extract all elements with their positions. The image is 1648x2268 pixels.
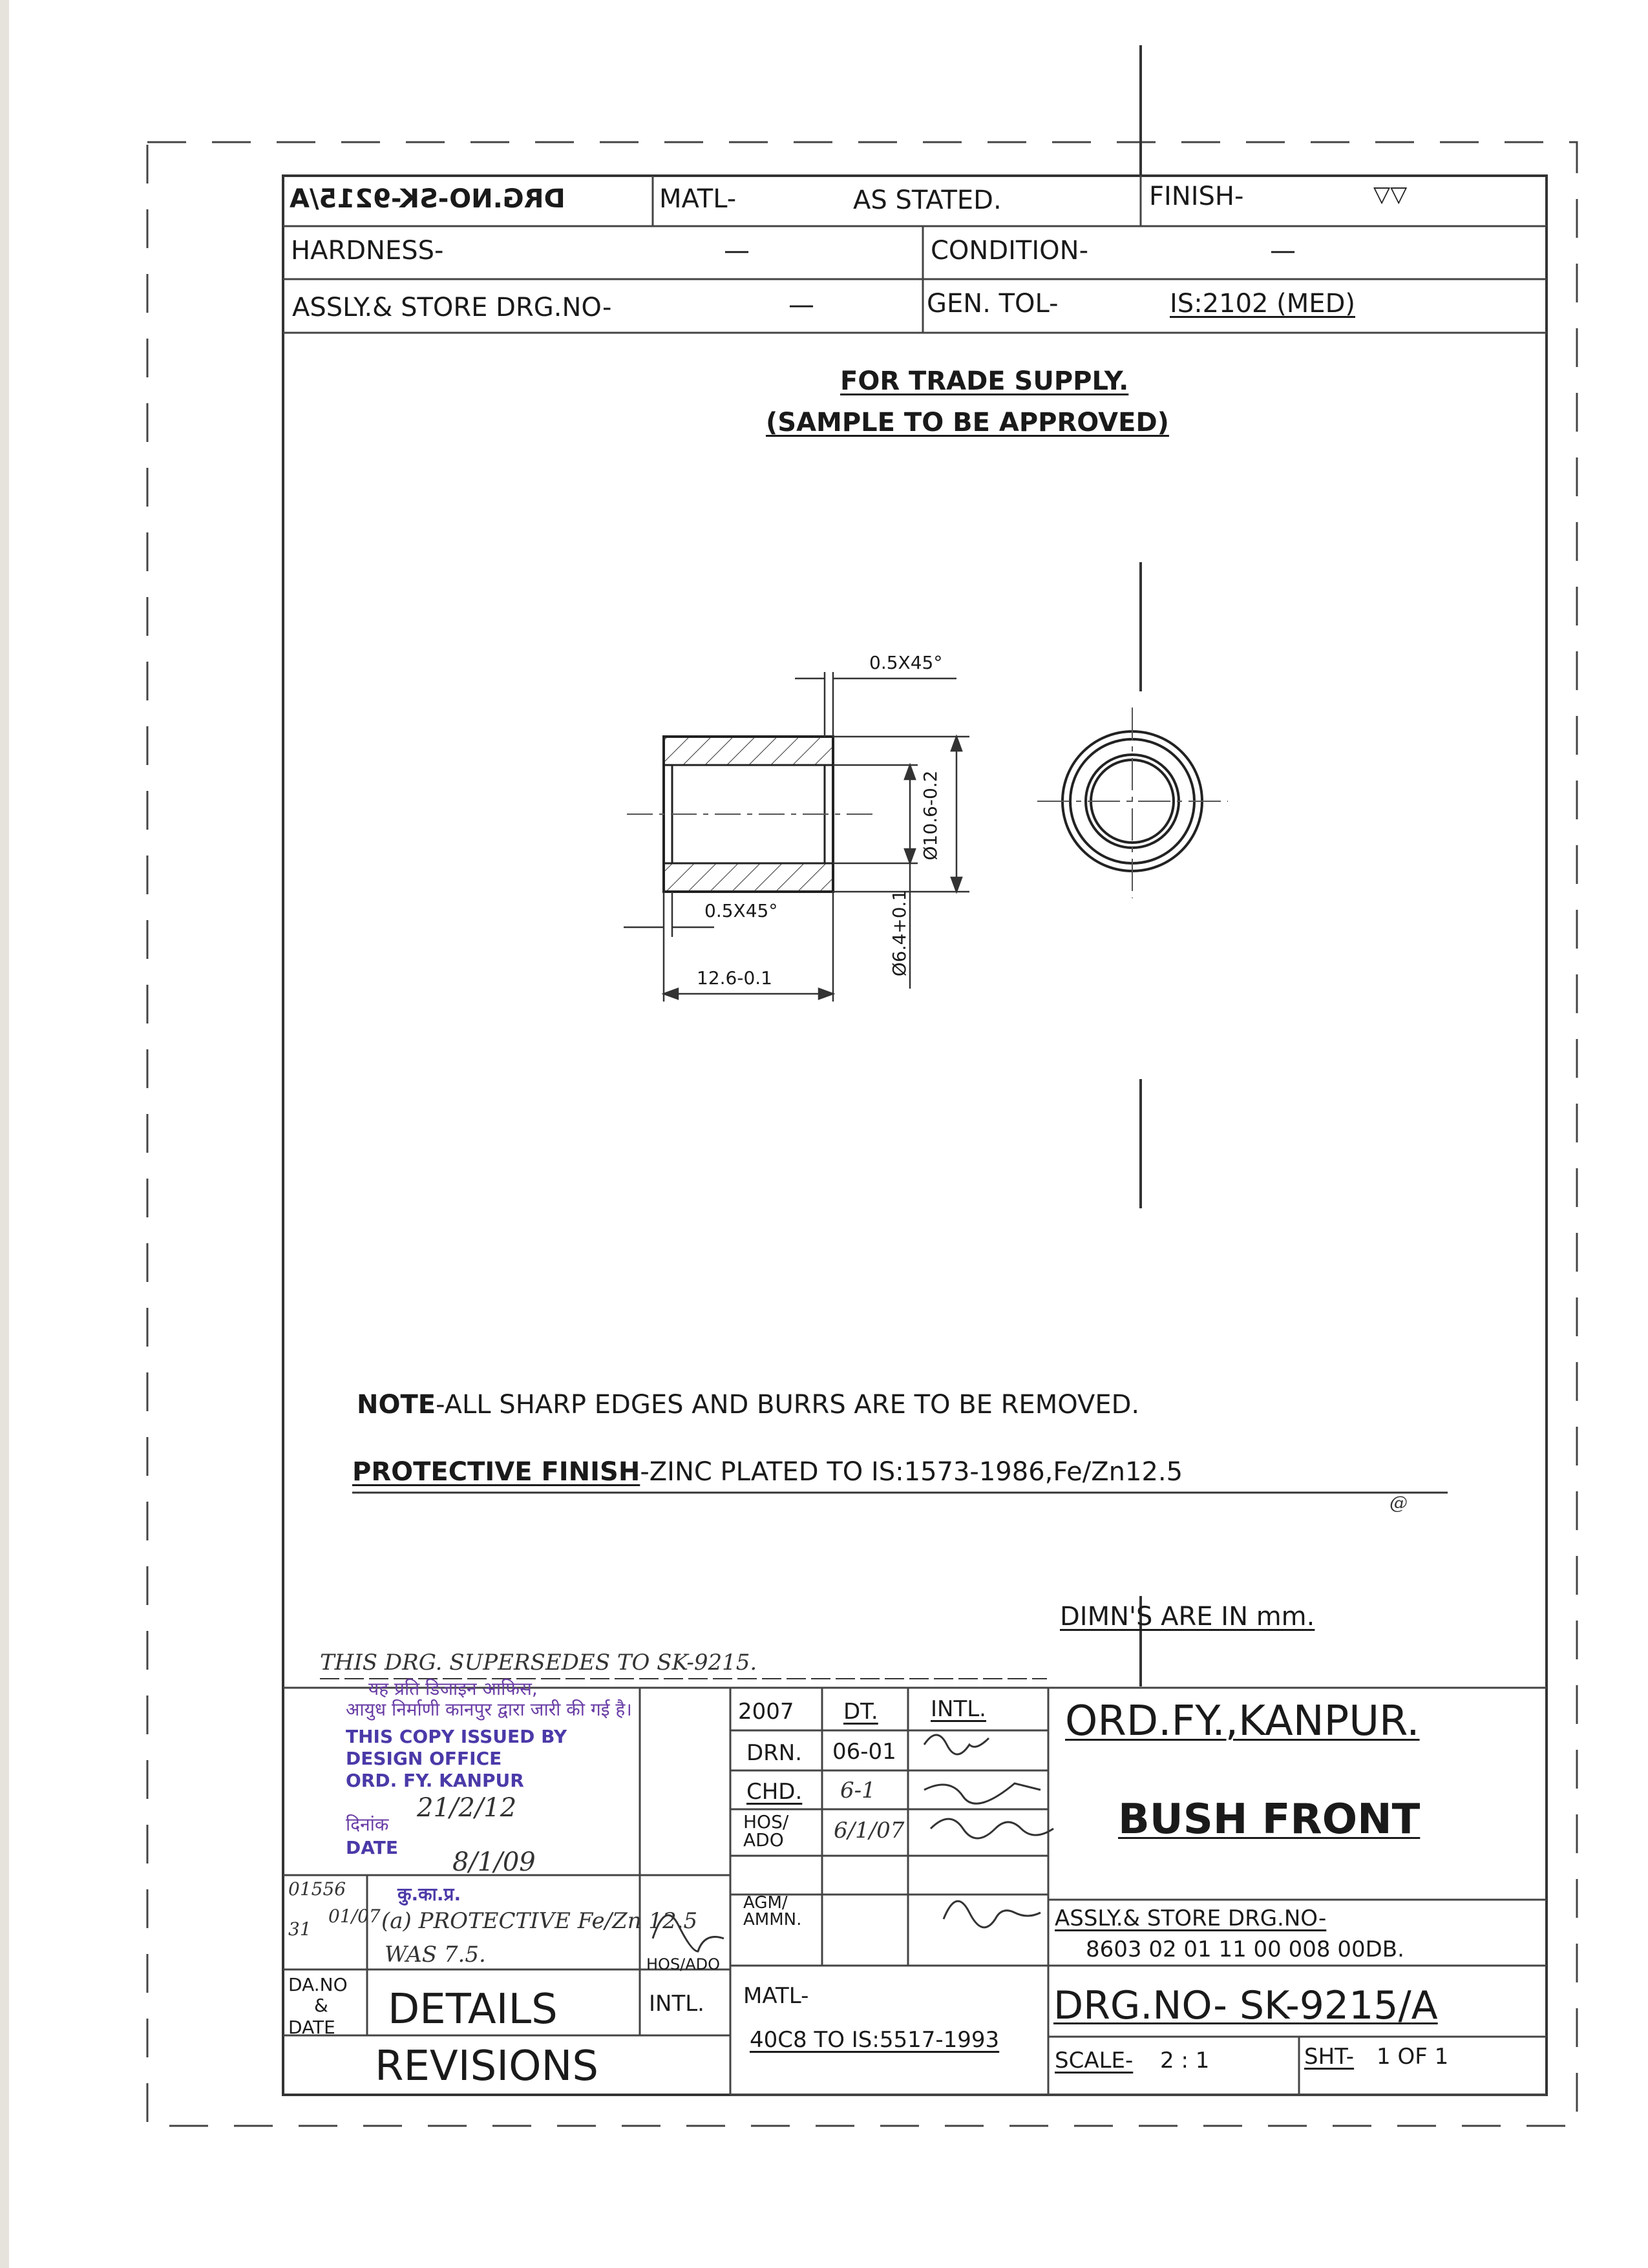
heading-sample-approved: (SAMPLE TO BE APPROVED) xyxy=(766,408,1169,437)
note-text: -ALL SHARP EDGES AND BURRS ARE TO BE REMOVED. xyxy=(436,1390,1140,1420)
sign-chd: CHD. xyxy=(746,1779,803,1805)
sign-matl-value: 40C8 TO IS:5517-1993 xyxy=(750,2027,1000,2053)
stamp-hindi-line1: यह प्रति डिजाइन आफिस, xyxy=(368,1678,538,1699)
stamp-line2: DESIGN OFFICE xyxy=(346,1748,502,1769)
part-name: BUSH FRONT xyxy=(1118,1796,1421,1843)
hardness-value: — xyxy=(724,236,750,266)
bush-wall-bottom xyxy=(664,863,833,892)
col-amp: & xyxy=(314,1995,328,2016)
bottom-assly-label: ASSLY.& STORE DRG.NO- xyxy=(1055,1906,1327,1931)
drg-no-mirrored: DRG.NO-SK-9215/A xyxy=(290,184,565,214)
sign-agm: AGM/ xyxy=(743,1893,788,1913)
col-da-no: DA.NO xyxy=(288,1974,348,1995)
sign-year: 2007 xyxy=(738,1699,794,1725)
sheet-label: SHT- xyxy=(1304,2044,1355,2070)
revision-detail-line1: (a) PROTECTIVE Fe/Zn 12.5 xyxy=(381,1908,698,1934)
dimension-lines xyxy=(624,672,969,1002)
revision-da-no: 01556 xyxy=(288,1878,346,1900)
bottom-drg-no: DRG.NO- SK-9215/A xyxy=(1053,1983,1438,2028)
bush-wall-top xyxy=(664,737,833,765)
finish-symbol: ▽▽ xyxy=(1373,182,1408,207)
heading-trade-supply: FOR TRADE SUPPLY. xyxy=(840,366,1129,396)
stamp-line3: ORD. FY. KANPUR xyxy=(346,1770,524,1791)
protective-finish-label: PROTECTIVE FINISH xyxy=(352,1457,640,1487)
sign-matl-label: MATL- xyxy=(743,1983,809,2009)
sign-dt: DT. xyxy=(843,1699,878,1725)
col-details: DETAILS xyxy=(388,1986,558,2033)
protective-finish-line xyxy=(352,1459,1183,1485)
assly-value: — xyxy=(788,290,814,320)
sign-ammn: AMMN. xyxy=(743,1910,802,1929)
stamp-line1: THIS COPY ISSUED BY xyxy=(346,1726,567,1747)
supersedes-note: THIS DRG. SUPERSEDES TO SK-9215. xyxy=(320,1650,757,1675)
assly-label: ASSLY.& STORE DRG.NO- xyxy=(292,293,612,322)
bottom-assly-value: 8603 02 01 11 00 008 00DB. xyxy=(1086,1937,1404,1962)
revision-detail-line2: WAS 7.5. xyxy=(385,1942,486,1968)
dim-length: 12.6-0.1 xyxy=(697,967,772,989)
dim-inner-dia: Ø6.4+0.1 xyxy=(889,889,910,977)
revision-date-frac: 01/07 xyxy=(328,1906,381,1927)
bush-side-view xyxy=(627,737,872,892)
scan-edge xyxy=(0,0,9,2268)
col-date: DATE xyxy=(288,2017,335,2038)
finish-label: FINISH- xyxy=(1149,182,1244,211)
revision-date-day: 31 xyxy=(288,1918,312,1940)
revision-stamp-label: कु.का.प्र. xyxy=(397,1884,461,1905)
bush-end-view xyxy=(1037,708,1228,898)
matl-value: AS STATED. xyxy=(853,185,1002,215)
col-intl: INTL. xyxy=(649,1991,704,2017)
dim-outer-dia: Ø10.6-0.2 xyxy=(920,770,941,861)
condition-label: CONDITION- xyxy=(931,236,1089,266)
sign-drn: DRN. xyxy=(746,1740,803,1766)
hardness-label: HARDNESS- xyxy=(291,236,444,266)
col-revisions: REVISIONS xyxy=(375,2042,598,2090)
note-label: NOTE xyxy=(357,1390,436,1420)
sign-drn-date: 06-01 xyxy=(832,1739,896,1765)
stamp-date-handwritten: 21/2/12 xyxy=(417,1793,517,1823)
revision-hos-ado: HOS/ADO xyxy=(646,1955,721,1973)
gen-tol-label: GEN. TOL- xyxy=(927,289,1059,319)
scale-label: SCALE- xyxy=(1055,2048,1134,2074)
protective-finish-text: -ZINC PLATED TO IS:1573-1986,Fe/Zn12.5 xyxy=(640,1457,1183,1487)
sheet-value: 1 OF 1 xyxy=(1377,2044,1449,2070)
note-line xyxy=(357,1392,1139,1418)
stamp-date-hindi: दिनांक xyxy=(346,1814,389,1835)
sign-intl: INTL. xyxy=(931,1696,986,1722)
scale-value: 2 : 1 xyxy=(1160,2048,1210,2074)
stamp-hindi-line2: आयुध निर्माणी कानपुर द्वारा जारी की गई है। xyxy=(346,1699,632,1720)
sign-hos: HOS/ xyxy=(743,1811,789,1832)
finish-annotation: @ xyxy=(1389,1492,1408,1513)
gen-tol-value: IS:2102 (MED) xyxy=(1170,289,1355,319)
dimensions-in-mm: DIMN'S ARE IN mm. xyxy=(1060,1602,1315,1632)
dim-chamfer-bottom: 0.5X45° xyxy=(704,900,778,921)
dim-chamfer-top: 0.5X45° xyxy=(869,652,943,673)
matl-label: MATL- xyxy=(659,184,737,214)
sign-chd-date: 6-1 xyxy=(840,1778,876,1803)
sign-ado: ADO xyxy=(743,1829,784,1851)
stamp-date-handwritten-2: 8/1/09 xyxy=(452,1847,536,1877)
sign-hos-date: 6/1/07 xyxy=(834,1818,905,1843)
factory-name: ORD.FY.,KANPUR. xyxy=(1065,1697,1420,1745)
stamp-date-label: DATE xyxy=(346,1837,398,1858)
condition-value: — xyxy=(1270,236,1296,266)
